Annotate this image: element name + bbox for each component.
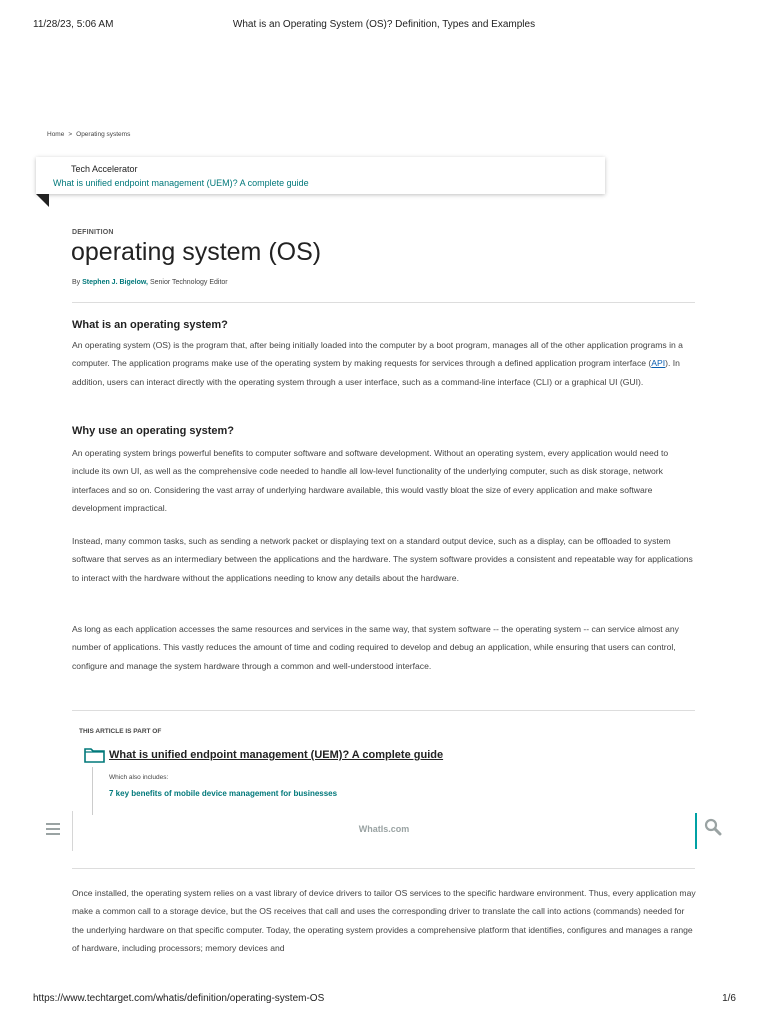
search-icon[interactable] [704,818,722,836]
author-link[interactable]: Stephen J. Bigelow, [82,279,148,286]
tech-accelerator-link[interactable]: What is unified endpoint management (UEM)? A complete guide [53,178,309,188]
breadcrumb-separator: > [68,131,73,138]
byline [72,279,228,286]
breadcrumb-home[interactable]: Home [47,131,65,138]
folder-icon [84,747,105,763]
api-link[interactable]: API [651,358,666,369]
paragraph-device-drivers: Once installed, the operating system relies on a vast library of device drivers to tailor OS services to the specific hardware environment. Thus, every application may make a common call to a storage device, but the OS receives that call and uses the corresponding driver to translate the call into actions (commands) needed for the underlying hardware on that specific computer. Today, the operating system provides a comprehensive platform that identifies, configures and manages a range of hardware, including processors; memory devices and [72,888,696,954]
byline-prefix: By [72,279,81,286]
paragraph-why-2: Instead, many common tasks, such as sending a network packet or displaying text on a standard output device, such as a display, can be offloaded to system software that serves as an intermediary between the applications and the hardware. The system software provides a consistent and repeatable way for applications to interact with the hardware without the applications needing to know any details about the hardware. [72,536,693,583]
uem-guide-link[interactable]: What is unified endpoint management (UEM)? A complete guide [109,749,444,761]
also-includes-label: Which also includes: [109,774,169,781]
header-divider [72,302,695,303]
page-title: operating system (OS) [71,238,322,266]
print-page-number: 1/6 [722,993,736,1004]
sticky-navbar [36,811,732,851]
guide-tree-line [92,767,93,815]
author-role: Senior Technology Editor [148,279,228,286]
section-heading-what-is-os: What is an operating system? [72,319,228,331]
mdm-benefits-link[interactable]: 7 key benefits of mobile device management for businesses [109,789,338,798]
part-of-label: THIS ARTICLE IS PART OF [79,728,162,735]
tech-accelerator-card [36,157,605,194]
print-datetime: 11/28/23, 5:06 AM [33,19,114,30]
site-logo[interactable]: WhatIs.com [358,824,410,834]
paragraph-why-3: As long as each application accesses the same resources and services in the same way, that system software -- the operating system -- can service almost any number of applications. This vastly reduces the amount of time and coding required to develop and debug an application, while ensuring that users can control, configure and manage the system hardware through a common and well-understood interface. [72,624,679,671]
part-of-divider [72,710,695,711]
section-heading-why-use-os: Why use an operating system? [72,425,234,437]
navbar-bottom-divider [72,868,695,869]
paragraph-text: ). In addition, users can interact directly with the operating system through a user interface, such as a command-line interface (CLI) or a graphical UI (GUI). [72,358,680,387]
breadcrumb-operating-systems[interactable]: Operating systems [76,131,131,138]
print-doc-title: What is an Operating System (OS)? Definition, Types and Examples [232,19,536,30]
print-header [0,19,768,33]
nav-divider-right [695,813,697,849]
definition-label: DEFINITION [72,229,114,236]
card-fold-corner [36,194,49,207]
print-footer [0,993,768,1007]
paragraph-text: An operating system (OS) is the program that, after being initially loaded into the computer by a boot program, manages all of the other application programs in a computer. The application programs make use of the operating system by making requests for services through a defined application program interface ( [72,340,683,369]
print-url: https://www.techtarget.com/whatis/definition/operating-system-OS [33,993,325,1004]
paragraph-what-is-os [72,336,697,391]
paragraph-why-1: An operating system brings powerful benefits to computer software and software development. Without an operating system, every application would need to include its own UI, as well as the comprehensive code needed to handle all low-level functionality of the underlying computer, such as disk storage, network interfaces and so on. Considering the vast array of underlying hardware available, this would vastly bloat the size of every application and make software development impractical. [72,448,669,514]
breadcrumb [47,131,130,138]
tech-accelerator-label: Tech Accelerator [71,164,138,174]
